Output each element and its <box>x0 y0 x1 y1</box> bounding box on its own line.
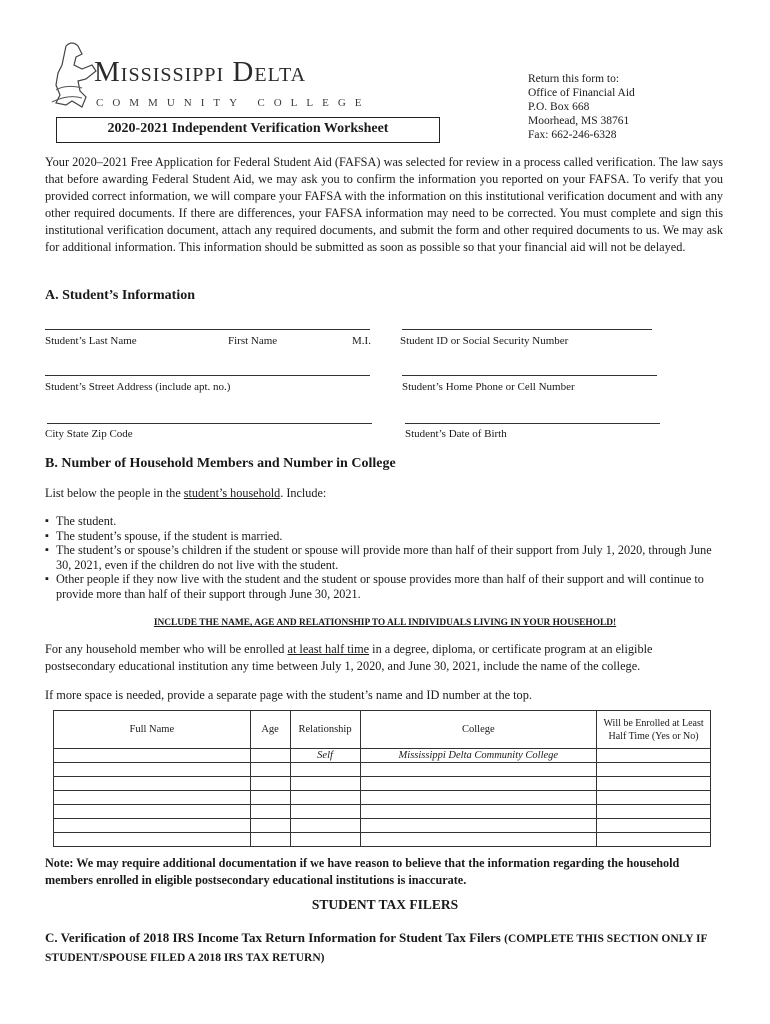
section-c-heading: C. Verification of 2018 IRS Income Tax Return Information for Student Tax Filers <box>45 930 501 945</box>
table-row[interactable] <box>54 833 711 847</box>
household-bullet-list <box>45 514 720 601</box>
college-name-main: Mississippi Delta <box>94 56 307 88</box>
table-row <box>54 749 711 763</box>
table-row[interactable] <box>54 777 711 791</box>
col-header-enrolled: Will be Enrolled at Least Half Time (Yes or No) <box>597 711 711 749</box>
college-logo <box>44 40 371 114</box>
list-item: ▪ Other people if they now live with the student and the student or spouse provides more than half of their support and will continue to provide more than half of their support through June 30, 2021. <box>45 572 720 601</box>
col-header-college: College <box>360 711 597 749</box>
table-row[interactable] <box>54 805 711 819</box>
list-item: ▪ The student’s spouse, if the student is married. <box>45 529 720 544</box>
table-row[interactable] <box>54 763 711 777</box>
phone-label: Student’s Home Phone or Cell Number <box>402 381 575 393</box>
college-cell: Mississippi Delta Community College <box>360 749 597 763</box>
household-list-intro <box>45 485 326 502</box>
first-name-label: First Name <box>228 335 278 347</box>
table-header-row <box>54 711 711 749</box>
section-b-heading: B. Number of Household Members and Number in College <box>45 456 396 471</box>
col-header-full-name: Full Name <box>54 711 251 749</box>
student-id-label: Student ID or Social Security Number <box>400 335 569 347</box>
household-table <box>53 710 711 847</box>
section-c-note: (COMPLETE THIS SECTION ONLY IF STUDENT/SPOUSE FILED A 2018 IRS TAX RETURN) <box>45 933 708 964</box>
last-name-line[interactable] <box>45 329 370 330</box>
return-line: Return this form to: <box>528 73 620 85</box>
students-household-term: student’s household <box>183 486 281 500</box>
col-header-age: Age <box>250 711 290 749</box>
dob-label: Student’s Date of Birth <box>405 428 507 440</box>
table-row[interactable] <box>54 791 711 805</box>
enrolled-text-end: in a degree, diploma, or certificate program at an eligible postsecondary educational institution any time between July 1, 2020, and June 30, 2021, include the name of the college. <box>45 642 653 673</box>
last-name-label: Student’s Last Name <box>45 335 137 347</box>
list-item: ▪ The student’s or spouse’s children if the student or spouse will provide more than half of their support from July 1, 2020, through June 30, 2021, even if the children do not live with the student. <box>45 543 720 572</box>
relationship-cell: Self <box>290 749 360 763</box>
table-row[interactable] <box>54 819 711 833</box>
city-line[interactable] <box>47 423 372 424</box>
list-intro-text: List below the people in the <box>45 486 184 500</box>
form-title: 2020-2021 Independent Verification Worksheet <box>56 117 440 143</box>
address-label: Student’s Street Address (include apt. no.) <box>45 381 231 393</box>
phone-line[interactable] <box>402 375 657 376</box>
age-cell[interactable] <box>250 749 290 763</box>
student-id-line[interactable] <box>402 329 652 330</box>
dob-line[interactable] <box>405 423 660 424</box>
intro-paragraph: Your 2020–2021 Free Application for Federal Student Aid (FAFSA) was selected for review in a process called verification. The law says that before awarding Federal Student Aid, we may ask you to confirm the information you reported on your FAFSA. To verify that you provided correct information, we will compare your FAFSA with the information on this institutional verification document and with any other required documents. If there are differences, your FAFSA information may need to be corrected. You must complete and sign this institutional verification document, attach any required documents, and submit the form and other required documents to us. We may ask for additional information. This information should be submitted as soon as possible so that your financial aid will not be delayed. <box>45 155 723 254</box>
mi-label: M.I. <box>352 335 371 347</box>
student-tax-filers-heading: STUDENT TAX FILERS <box>311 897 459 912</box>
half-time-term: at least half time <box>287 642 370 656</box>
enrolled-text: For any household member who will be enrolled <box>45 642 288 656</box>
enrolled-cell[interactable] <box>597 749 711 763</box>
section-c-heading-block <box>45 929 725 967</box>
documentation-note: Note: We may require additional documentation if we have reason to believe that the information regarding the household members enrolled in eligible postsecondary educational institutions is inaccurate. <box>45 856 680 887</box>
list-item: ▪ The student. <box>45 514 720 529</box>
section-a-heading: A. Student’s Information <box>45 288 195 303</box>
return-line: Fax: 662-246-6328 <box>528 129 617 141</box>
more-space-note: If more space is needed, provide a separate page with the student’s name and ID number at the top. <box>45 688 532 702</box>
return-line: Office of Financial Aid <box>528 87 635 99</box>
enrolled-paragraph <box>45 641 720 675</box>
return-line: P.O. Box 668 <box>528 101 590 113</box>
col-header-relationship: Relationship <box>290 711 360 749</box>
address-line[interactable] <box>45 375 370 376</box>
college-name-sub: COMMUNITY COLLEGE <box>96 97 371 109</box>
city-label: City State Zip Code <box>45 428 133 440</box>
list-intro-text-end: . Include: <box>280 486 327 500</box>
return-line: Moorhead, MS 38761 <box>528 115 630 127</box>
full-name-cell[interactable] <box>54 749 251 763</box>
return-address <box>528 72 728 142</box>
include-notice: INCLUDE THE NAME, AGE AND RELATIONSHIP TO ALL INDIVIDUALS LIVING IN YOUR HOUSEHOLD! <box>153 618 617 628</box>
